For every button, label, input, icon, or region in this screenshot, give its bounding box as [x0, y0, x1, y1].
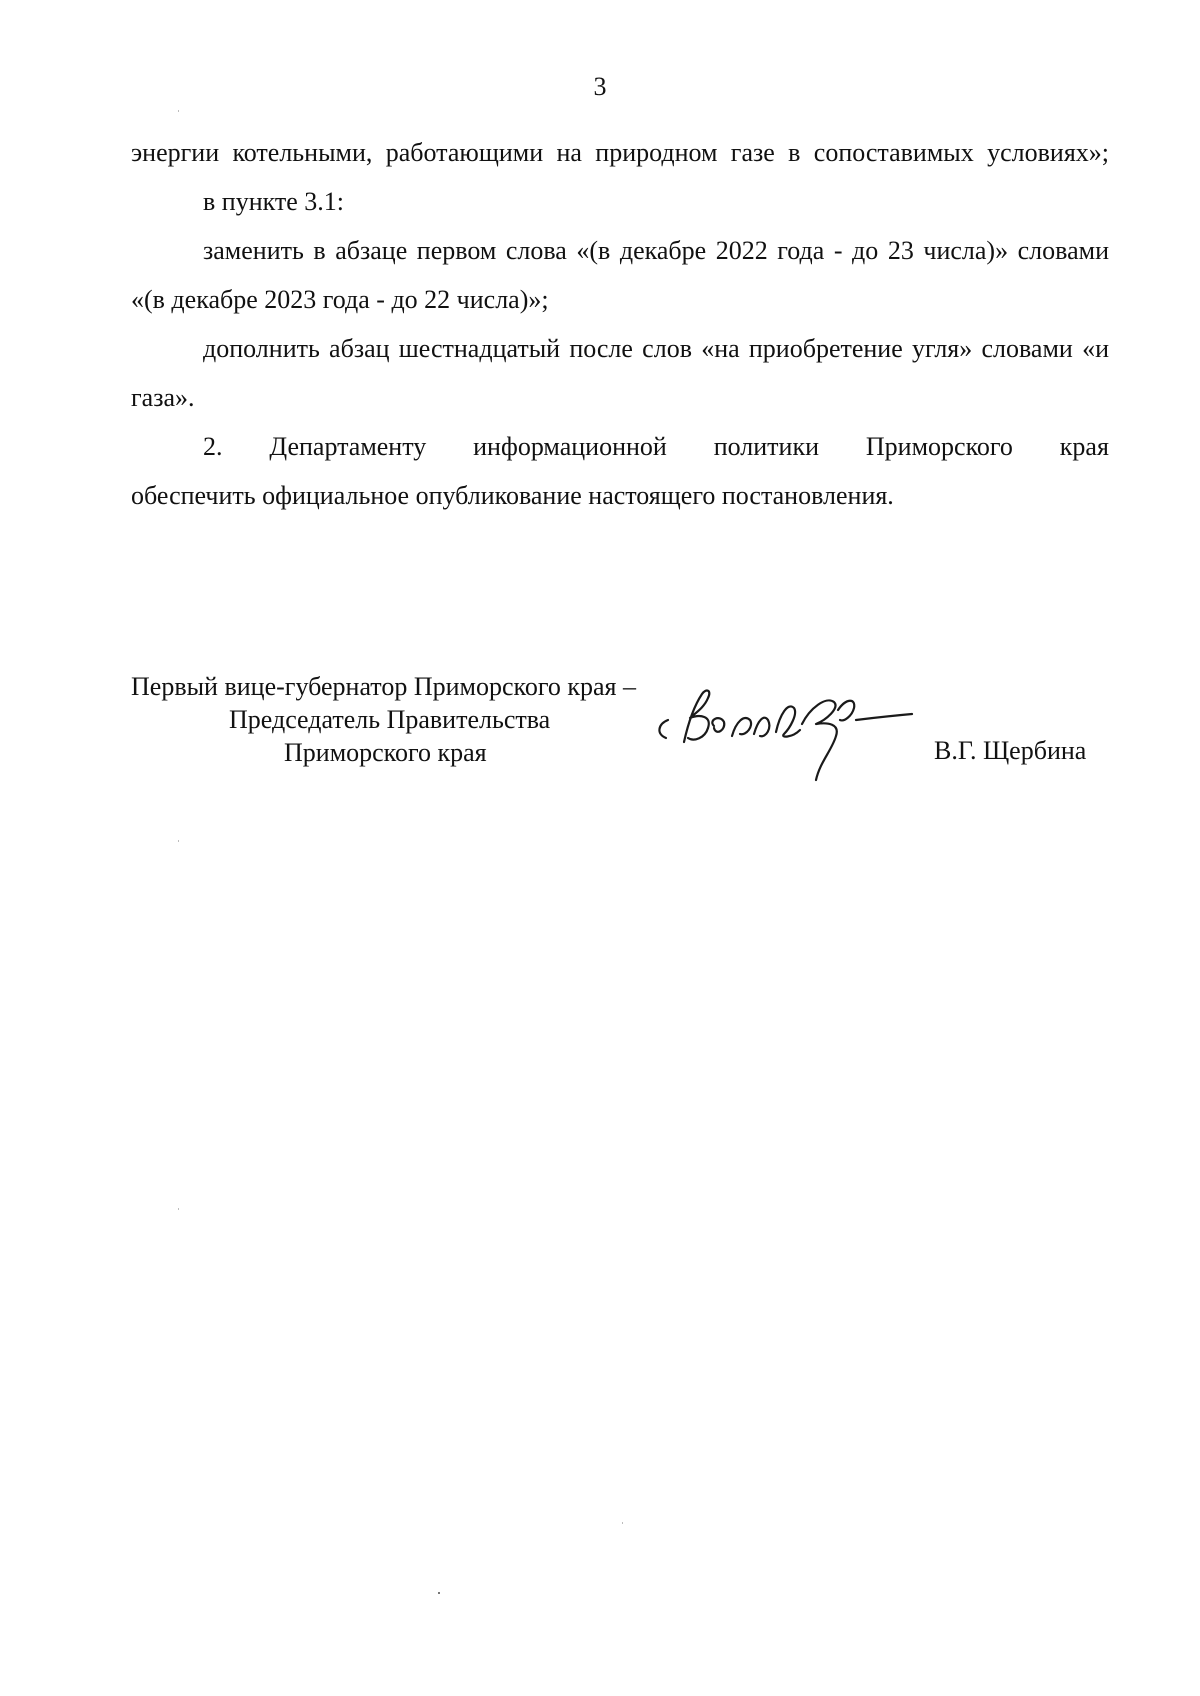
paragraph-2-word: Приморского [865, 432, 1013, 461]
paragraph-2-word: Департаменту [269, 432, 427, 461]
scan-speck [178, 1208, 179, 1210]
paragraph-continuation: энергии котельными, работающими на природном газе в сопоставимых условиях»; [131, 138, 1109, 167]
paragraph-2-first-line [131, 422, 1109, 471]
paragraph-2-word: информационной [473, 432, 667, 461]
paragraph-add-gas: дополнить абзац шестнадцатый после слов «на приобретение угля» словами «и газа». [131, 334, 1109, 412]
scan-speck [438, 1592, 440, 1594]
handwritten-signature [650, 680, 950, 790]
signatory-title-line-3: Приморского края [284, 738, 487, 767]
paragraph-item-3-1: в пункте 3.1: [203, 187, 345, 216]
signatory-title [131, 670, 636, 769]
scan-speck [178, 840, 179, 842]
document-body [131, 128, 1109, 520]
signatory-name: В.Г. Щербина [934, 736, 1087, 765]
paragraph-2-word: политики [713, 432, 819, 461]
paragraph-replace-dates: заменить в абзаце первом слова «(в декабре 2022 года - до 23 числа)» словами «(в декабре 2023 года - до 22 числа)»; [131, 236, 1109, 314]
signatory-title-line-2: Председатель Правительства [229, 705, 551, 734]
paragraph-2-number: 2. [203, 432, 223, 461]
scan-speck [178, 110, 179, 112]
signatory-title-line-1: Первый вице-губернатор Приморского края – [131, 672, 636, 701]
page-number: 3 [593, 72, 607, 101]
paragraph-2-rest: обеспечить официальное опубликование настоящего постановления. [131, 481, 894, 510]
scan-speck [622, 1522, 623, 1524]
paragraph-2-word: края [1059, 432, 1109, 461]
